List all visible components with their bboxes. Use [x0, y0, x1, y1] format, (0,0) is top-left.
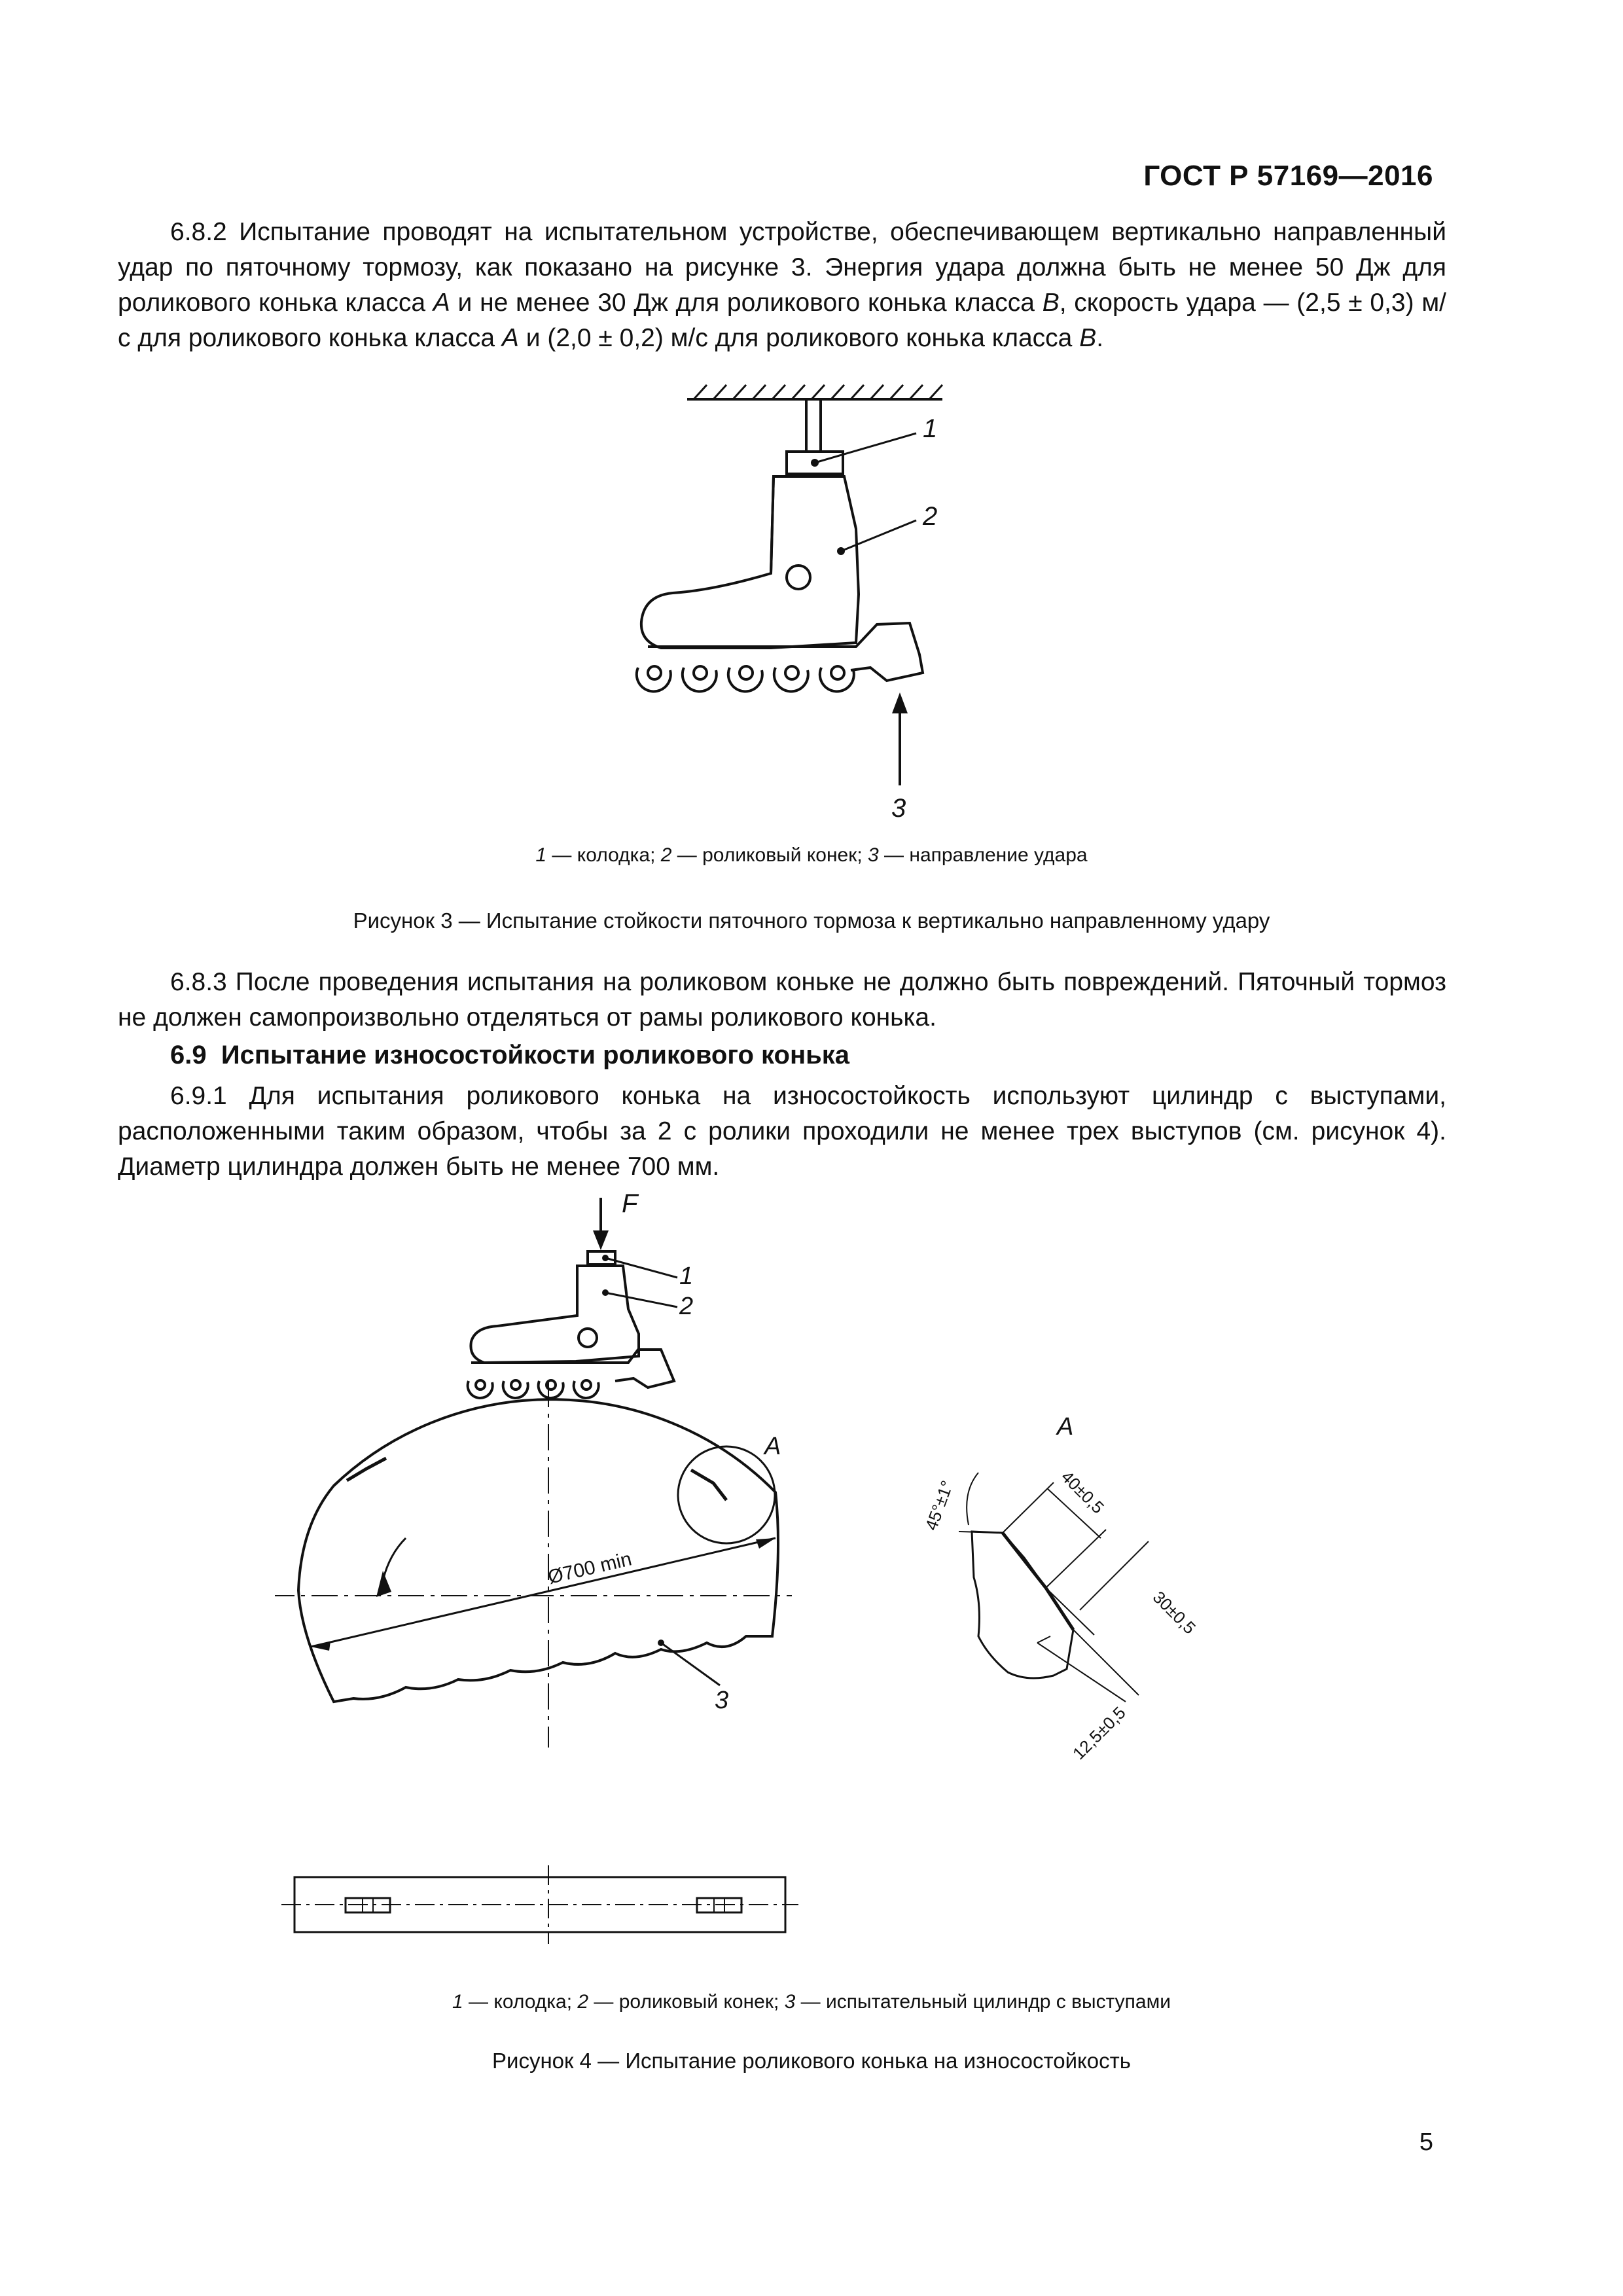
fig4-label-1: 1 [679, 1263, 694, 1290]
fig3-label-2: 2 [923, 502, 938, 531]
figure-3-drawing [602, 380, 1008, 851]
skate-boot [471, 1266, 639, 1363]
skate-wheels [468, 1380, 599, 1398]
clause-number: 6.8.3 [170, 968, 227, 996]
ankle-circle [787, 565, 810, 589]
fig3-label-1: 1 [923, 414, 938, 443]
skate-frame [471, 1350, 674, 1388]
skate-boot [641, 476, 859, 648]
force-label: F [622, 1189, 638, 1218]
test-cylinder [298, 1399, 778, 1702]
figure-4-caption: Рисунок 4 — Испытание роликового конька на износостойкость [492, 2049, 1131, 2073]
skate-wheels [637, 666, 854, 691]
clause-number: 6.9.1 [170, 1082, 227, 1110]
fig4-label-2: 2 [679, 1293, 694, 1320]
figure-4-drawing [275, 1185, 1309, 1990]
clause-number: 6.8.2 [170, 218, 227, 246]
ceiling-hatching [694, 385, 942, 399]
figure-4-legend: 1 — колодка; 2 — роликовый конек; 3 — испытательный цилиндр с выступами [452, 1991, 1171, 2013]
section-6-9-heading: 6.9 Испытание износостойкости роликового конька [170, 1041, 849, 1069]
protrusion-right [691, 1470, 726, 1500]
document-header: ГОСТ Р 57169—2016 [1143, 160, 1433, 192]
paragraph-6-8-3: 6.8.3 После проведения испытания на роликовом коньке не должно быть повреждений. Пяточный тормоз не должен самопроизвольно отделяться от рамы роликового конька. [118, 968, 1446, 1031]
dimension-12-5: 12,5±0,5 [1069, 1702, 1130, 1764]
detail-a-marker: A [764, 1433, 781, 1460]
paragraph-6-8-2: 6.8.2 Испытание проводят на испытательном устройстве, обеспечивающем вертикально направленный удар по пяточному тормозу, как показано на рисунке 3. Энергия удара должна быть не менее 50 Дж для роликового конька класса А и не менее 30 Дж для роликового конька класса В, скорость удара — (2,5 ± 0,3) м/с для роликового конька класса А и (2,0 ± 0,2) м/с для роликового конька класса В. [118, 218, 1446, 352]
diameter-dimension: Ø700 min [546, 1548, 634, 1588]
detail-circle-a [678, 1446, 775, 1543]
rod [806, 399, 821, 452]
angle-dimension: 45°±1° [921, 1478, 957, 1534]
detail-a [959, 1473, 1149, 1702]
figure-3-caption: Рисунок 3 — Испытание стойкости пяточного тормоза к вертикально направленному удару [353, 908, 1270, 933]
ankle-circle [579, 1329, 597, 1347]
dimension-30: 30±0,5 [1149, 1587, 1200, 1638]
detail-a-title: A [1057, 1413, 1074, 1441]
page-number: 5 [1419, 2128, 1433, 2156]
fig4-label-3: 3 [715, 1687, 729, 1714]
fig3-label-3: 3 [891, 794, 906, 823]
figure-3-legend: 1 — колодка; 2 — роликовый конек; 3 — направление удара [535, 844, 1088, 866]
paragraph-6-9-1: 6.9.1 Для испытания роликового конька на износостойкость используют цилиндр с выступами, расположенными таким образом, чтобы за 2 с ролики проходили не менее трех выступов (см. рисунок 4). Диаметр цилиндра должен быть не менее 700 мм. [118, 1082, 1446, 1181]
dimension-40: 40±0,5 [1057, 1467, 1109, 1518]
kolodka-block [588, 1251, 615, 1265]
